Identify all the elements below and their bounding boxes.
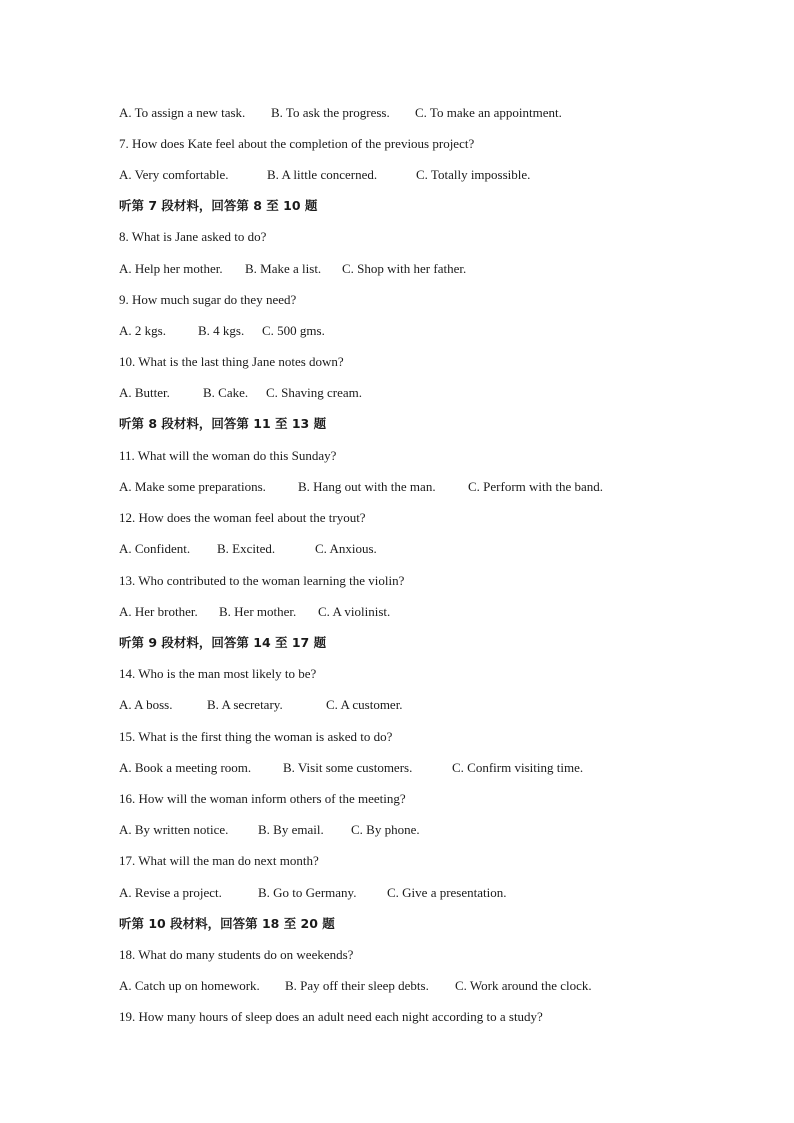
q13-option-b: B. Her mother.: [219, 604, 297, 619]
q7-option-b: B. A little concerned.: [267, 167, 378, 182]
q17-option-a: A. Revise a project.: [119, 885, 222, 900]
q10-question: 10. What is the last thing Jane notes down?: [119, 354, 344, 369]
q11-options: [119, 479, 603, 495]
q8-options: [119, 261, 466, 277]
section-8-header: 听第 8 段材料，回答第 11 至 13 题: [119, 416, 327, 431]
q17-option-b: B. Go to Germany.: [258, 885, 357, 900]
q15-option-b: B. Visit some customers.: [283, 760, 413, 775]
q12-question: 12. How does the woman feel about the tryout?: [119, 510, 366, 525]
q17-question: 17. What will the man do next month?: [119, 853, 319, 868]
q8-option-a: A. Help her mother.: [119, 261, 223, 276]
q16-question: 16. How will the woman inform others of the meeting?: [119, 791, 406, 806]
q14-option-c: C. A customer.: [326, 697, 403, 712]
section-10-header: 听第 10 段材料，回答第 18 至 20 题: [119, 916, 335, 931]
q18-option-b: B. Pay off their sleep debts.: [285, 978, 429, 993]
q6-options: [119, 105, 562, 121]
q6-option-a: A. To assign a new task.: [119, 105, 246, 120]
q10-options: [119, 385, 362, 401]
q15-option-c: C. Confirm visiting time.: [452, 760, 584, 775]
q11-option-b: B. Hang out with the man.: [298, 479, 436, 494]
q10-option-b: B. Cake.: [203, 385, 249, 400]
section-7-header: 听第 7 段材料，回答第 8 至 10 题: [119, 198, 318, 213]
q13-question: 13. Who contributed to the woman learning the violin?: [119, 573, 405, 588]
q18-question: 18. What do many students do on weekends?: [119, 947, 354, 962]
q14-question: 14. Who is the man most likely to be?: [119, 666, 317, 681]
q13-option-c: C. A violinist.: [318, 604, 391, 619]
q8-question: 8. What is Jane asked to do?: [119, 229, 267, 244]
q17-options: [119, 885, 507, 901]
q18-options: [119, 978, 592, 994]
q19-question: 19. How many hours of sleep does an adult need each night according to a study?: [119, 1009, 543, 1024]
q10-option-c: C. Shaving cream.: [266, 385, 363, 400]
q7-option-c: C. Totally impossible.: [416, 167, 531, 182]
q18-option-c: C. Work around the clock.: [455, 978, 592, 993]
q8-option-c: C. Shop with her father.: [342, 261, 467, 276]
q9-option-c: C. 500 gms.: [262, 323, 325, 338]
q10-option-a: A. Butter.: [119, 385, 170, 400]
q16-option-b: B. By email.: [258, 822, 324, 837]
q15-option-a: A. Book a meeting room.: [119, 760, 252, 775]
q9-question: 9. How much sugar do they need?: [119, 292, 297, 307]
q16-options: [119, 822, 420, 838]
q9-option-a: A. 2 kgs.: [119, 323, 166, 338]
q12-option-b: B. Excited.: [217, 541, 276, 556]
q9-options: [119, 323, 325, 339]
q11-option-c: C. Perform with the band.: [468, 479, 604, 494]
q12-option-a: A. Confident.: [119, 541, 191, 556]
q13-options: [119, 604, 390, 620]
q6-option-b: B. To ask the progress.: [271, 105, 390, 120]
q15-options: [119, 760, 583, 776]
q16-option-c: C. By phone.: [351, 822, 420, 837]
q12-option-c: C. Anxious.: [315, 541, 377, 556]
q16-option-a: A. By written notice.: [119, 822, 229, 837]
q8-option-b: B. Make a list.: [245, 261, 322, 276]
q7-option-a: A. Very comfortable.: [119, 167, 229, 182]
q17-option-c: C. Give a presentation.: [387, 885, 507, 900]
q11-option-a: A. Make some preparations.: [119, 479, 266, 494]
q6-option-c: C. To make an appointment.: [415, 105, 562, 120]
section-9-header: 听第 9 段材料，回答第 14 至 17 题: [119, 635, 327, 650]
q18-option-a: A. Catch up on homework.: [119, 978, 260, 993]
q14-option-a: A. A boss.: [119, 697, 173, 712]
q12-options: [119, 541, 377, 557]
q15-question: 15. What is the first thing the woman is asked to do?: [119, 729, 393, 744]
q9-option-b: B. 4 kgs.: [198, 323, 245, 338]
q7-question: 7. How does Kate feel about the completion of the previous project?: [119, 136, 475, 151]
q11-question: 11. What will the woman do this Sunday?: [119, 448, 337, 463]
q7-options: [119, 167, 530, 183]
q13-option-a: A. Her brother.: [119, 604, 198, 619]
q14-options: [119, 697, 403, 713]
q14-option-b: B. A secretary.: [207, 697, 283, 712]
